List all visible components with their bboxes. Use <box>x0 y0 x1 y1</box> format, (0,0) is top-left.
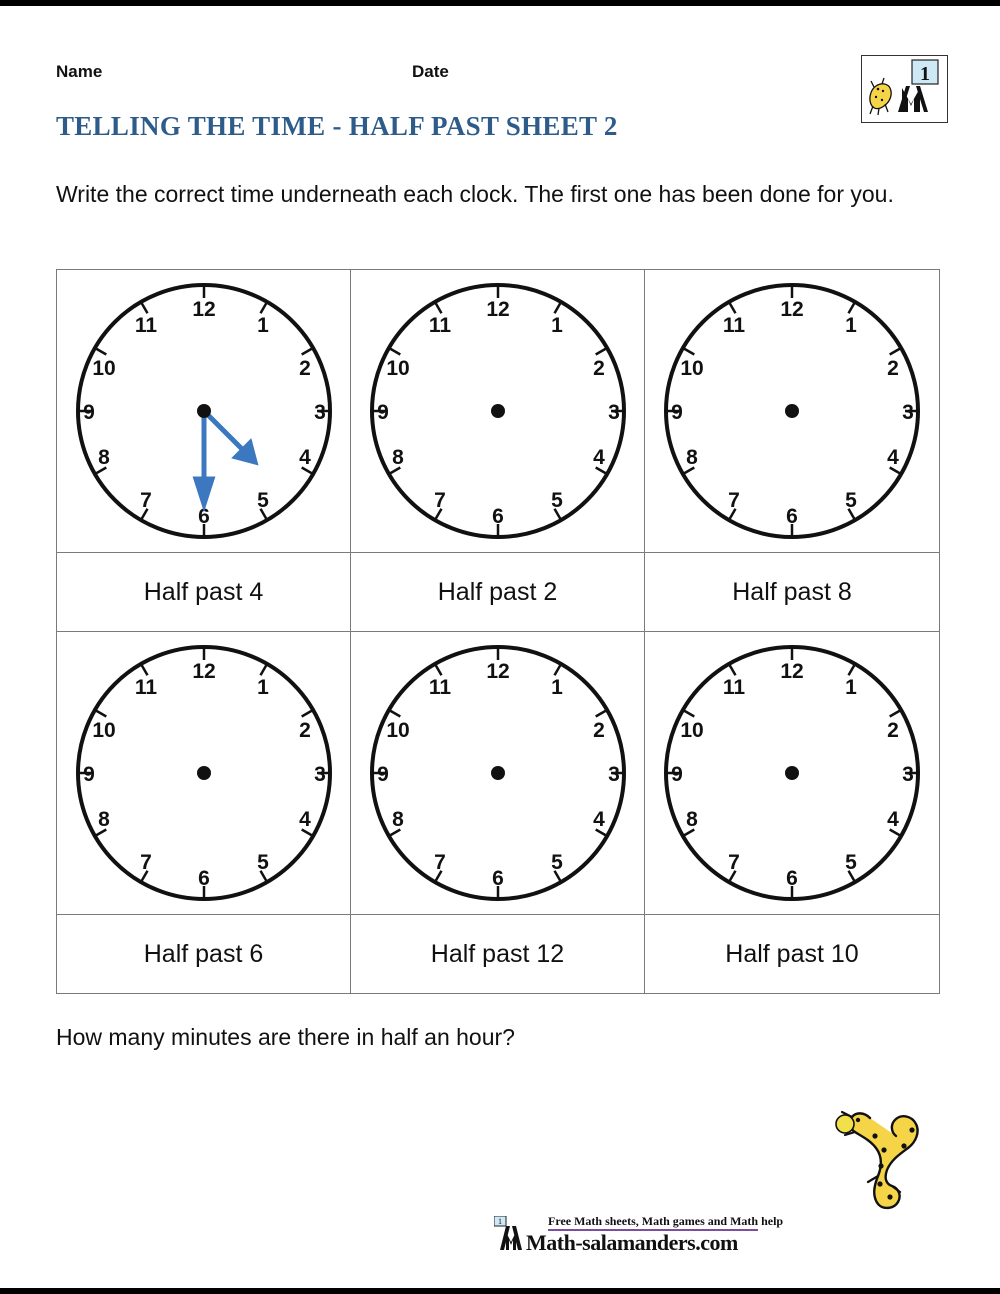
svg-text:3: 3 <box>902 401 914 424</box>
footer-logo-icon <box>494 1216 524 1252</box>
svg-text:11: 11 <box>722 314 746 337</box>
svg-text:5: 5 <box>845 489 857 512</box>
svg-text:1: 1 <box>550 676 563 699</box>
svg-text:2: 2 <box>592 719 605 742</box>
answer-cell-1[interactable] <box>57 552 351 632</box>
answer-text-5: Half past 12 <box>430 939 565 968</box>
svg-text:10: 10 <box>91 357 116 380</box>
svg-text:8: 8 <box>97 446 110 469</box>
svg-text:1: 1 <box>845 314 857 337</box>
svg-text:6: 6 <box>491 505 504 528</box>
clock-cell-5 <box>351 632 645 914</box>
answer-text-6: Half past 10 <box>725 939 859 968</box>
svg-text:9: 9 <box>671 763 683 786</box>
svg-text:4: 4 <box>592 808 605 831</box>
svg-text:11: 11 <box>722 676 746 699</box>
svg-text:8: 8 <box>686 808 698 831</box>
svg-text:7: 7 <box>139 489 152 512</box>
footer <box>0 1201 1000 1255</box>
answer-row-1 <box>57 552 939 632</box>
svg-text:8: 8 <box>391 808 404 831</box>
svg-text:9: 9 <box>376 763 389 786</box>
svg-text:3: 3 <box>902 763 914 786</box>
answer-cell-6[interactable] <box>645 914 939 994</box>
svg-text:7: 7 <box>139 851 152 874</box>
svg-text:2: 2 <box>298 719 311 742</box>
svg-text:5: 5 <box>845 851 857 874</box>
svg-text:4: 4 <box>887 808 899 831</box>
clock-cell-4 <box>57 632 351 914</box>
svg-text:4: 4 <box>887 446 899 469</box>
svg-text:2: 2 <box>887 357 899 380</box>
bonus-question: How many minutes are there in half an hour? <box>56 1024 515 1050</box>
svg-text:3: 3 <box>607 401 620 424</box>
svg-text:7: 7 <box>433 851 446 874</box>
svg-text:5: 5 <box>550 489 563 512</box>
svg-text:12: 12 <box>191 660 216 683</box>
clock-face-4 <box>69 638 339 908</box>
svg-text:8: 8 <box>97 808 110 831</box>
math-salamanders-logo <box>861 55 948 123</box>
svg-text:12: 12 <box>191 298 216 321</box>
footer-tagline: Free Math sheets, Math games and Math help <box>548 1214 784 1228</box>
svg-text:10: 10 <box>680 719 704 742</box>
svg-text:11: 11 <box>134 676 157 699</box>
date-label: Date <box>412 62 449 81</box>
clock-cell-6 <box>645 632 939 914</box>
footer-url[interactable]: Math-salamanders.com <box>526 1230 738 1255</box>
answer-cell-5[interactable] <box>351 914 645 994</box>
svg-text:5: 5 <box>256 851 269 874</box>
answer-text-1: Half past 4 <box>143 577 264 606</box>
page-border-bottom <box>0 1288 1000 1294</box>
name-label: Name <box>56 62 103 81</box>
svg-text:7: 7 <box>433 489 446 512</box>
answer-cell-4[interactable] <box>57 914 351 994</box>
svg-text:6: 6 <box>786 867 798 890</box>
svg-text:9: 9 <box>82 763 95 786</box>
svg-text:12: 12 <box>780 298 804 321</box>
answer-text-2: Half past 2 <box>437 577 558 606</box>
clock-cell-3 <box>645 270 939 552</box>
svg-text:10: 10 <box>385 357 410 380</box>
svg-text:10: 10 <box>680 357 704 380</box>
clock-cell-2 <box>351 270 645 552</box>
svg-text:1: 1 <box>498 1217 502 1226</box>
clock-row-2 <box>57 632 939 914</box>
clock-row-1 <box>57 270 939 552</box>
svg-text:9: 9 <box>82 401 95 424</box>
svg-text:9: 9 <box>376 401 389 424</box>
logo-icon <box>862 56 945 120</box>
worksheet-page <box>0 6 1000 1288</box>
clock-cell-1 <box>57 270 351 552</box>
svg-text:1: 1 <box>256 676 269 699</box>
svg-text:7: 7 <box>728 851 740 874</box>
svg-text:1: 1 <box>550 314 563 337</box>
svg-text:3: 3 <box>313 763 326 786</box>
answer-row-2 <box>57 914 939 994</box>
svg-text:5: 5 <box>550 851 563 874</box>
svg-text:6: 6 <box>197 867 210 890</box>
svg-text:3: 3 <box>607 763 620 786</box>
svg-text:2: 2 <box>298 357 311 380</box>
clock-face-1 <box>69 276 339 546</box>
clock-grid <box>56 269 940 994</box>
answer-text-3: Half past 8 <box>732 577 852 606</box>
svg-text:4: 4 <box>592 446 605 469</box>
svg-text:10: 10 <box>91 719 116 742</box>
svg-text:1: 1 <box>920 63 930 85</box>
svg-text:11: 11 <box>428 314 451 337</box>
header-fields <box>56 62 856 88</box>
svg-text:4: 4 <box>298 808 311 831</box>
svg-text:1: 1 <box>845 676 857 699</box>
salamander-mascot-icon <box>828 1096 938 1211</box>
svg-text:12: 12 <box>485 660 510 683</box>
svg-text:10: 10 <box>385 719 410 742</box>
clock-face-6 <box>657 638 927 908</box>
svg-text:12: 12 <box>780 660 804 683</box>
svg-text:4: 4 <box>298 446 311 469</box>
svg-text:2: 2 <box>887 719 899 742</box>
page-title: TELLING THE TIME - HALF PAST SHEET 2 <box>56 111 618 141</box>
clock-face-5 <box>363 638 633 908</box>
answer-cell-3[interactable] <box>645 552 939 632</box>
clock-face-2 <box>363 276 633 546</box>
svg-text:11: 11 <box>428 676 451 699</box>
svg-text:6: 6 <box>197 505 210 528</box>
svg-text:8: 8 <box>391 446 404 469</box>
instructions-text: Write the correct time underneath each clock. The first one has been done for you. <box>56 181 894 207</box>
svg-text:6: 6 <box>786 505 798 528</box>
svg-text:2: 2 <box>592 357 605 380</box>
svg-text:5: 5 <box>256 489 269 512</box>
svg-text:12: 12 <box>485 298 510 321</box>
svg-text:6: 6 <box>491 867 504 890</box>
svg-text:9: 9 <box>671 401 683 424</box>
svg-text:3: 3 <box>313 401 326 424</box>
answer-text-4: Half past 6 <box>143 939 264 968</box>
svg-text:7: 7 <box>728 489 740 512</box>
svg-text:8: 8 <box>686 446 698 469</box>
answer-cell-2[interactable] <box>351 552 645 632</box>
svg-text:1: 1 <box>256 314 269 337</box>
clock-face-3 <box>657 276 927 546</box>
svg-text:11: 11 <box>134 314 157 337</box>
